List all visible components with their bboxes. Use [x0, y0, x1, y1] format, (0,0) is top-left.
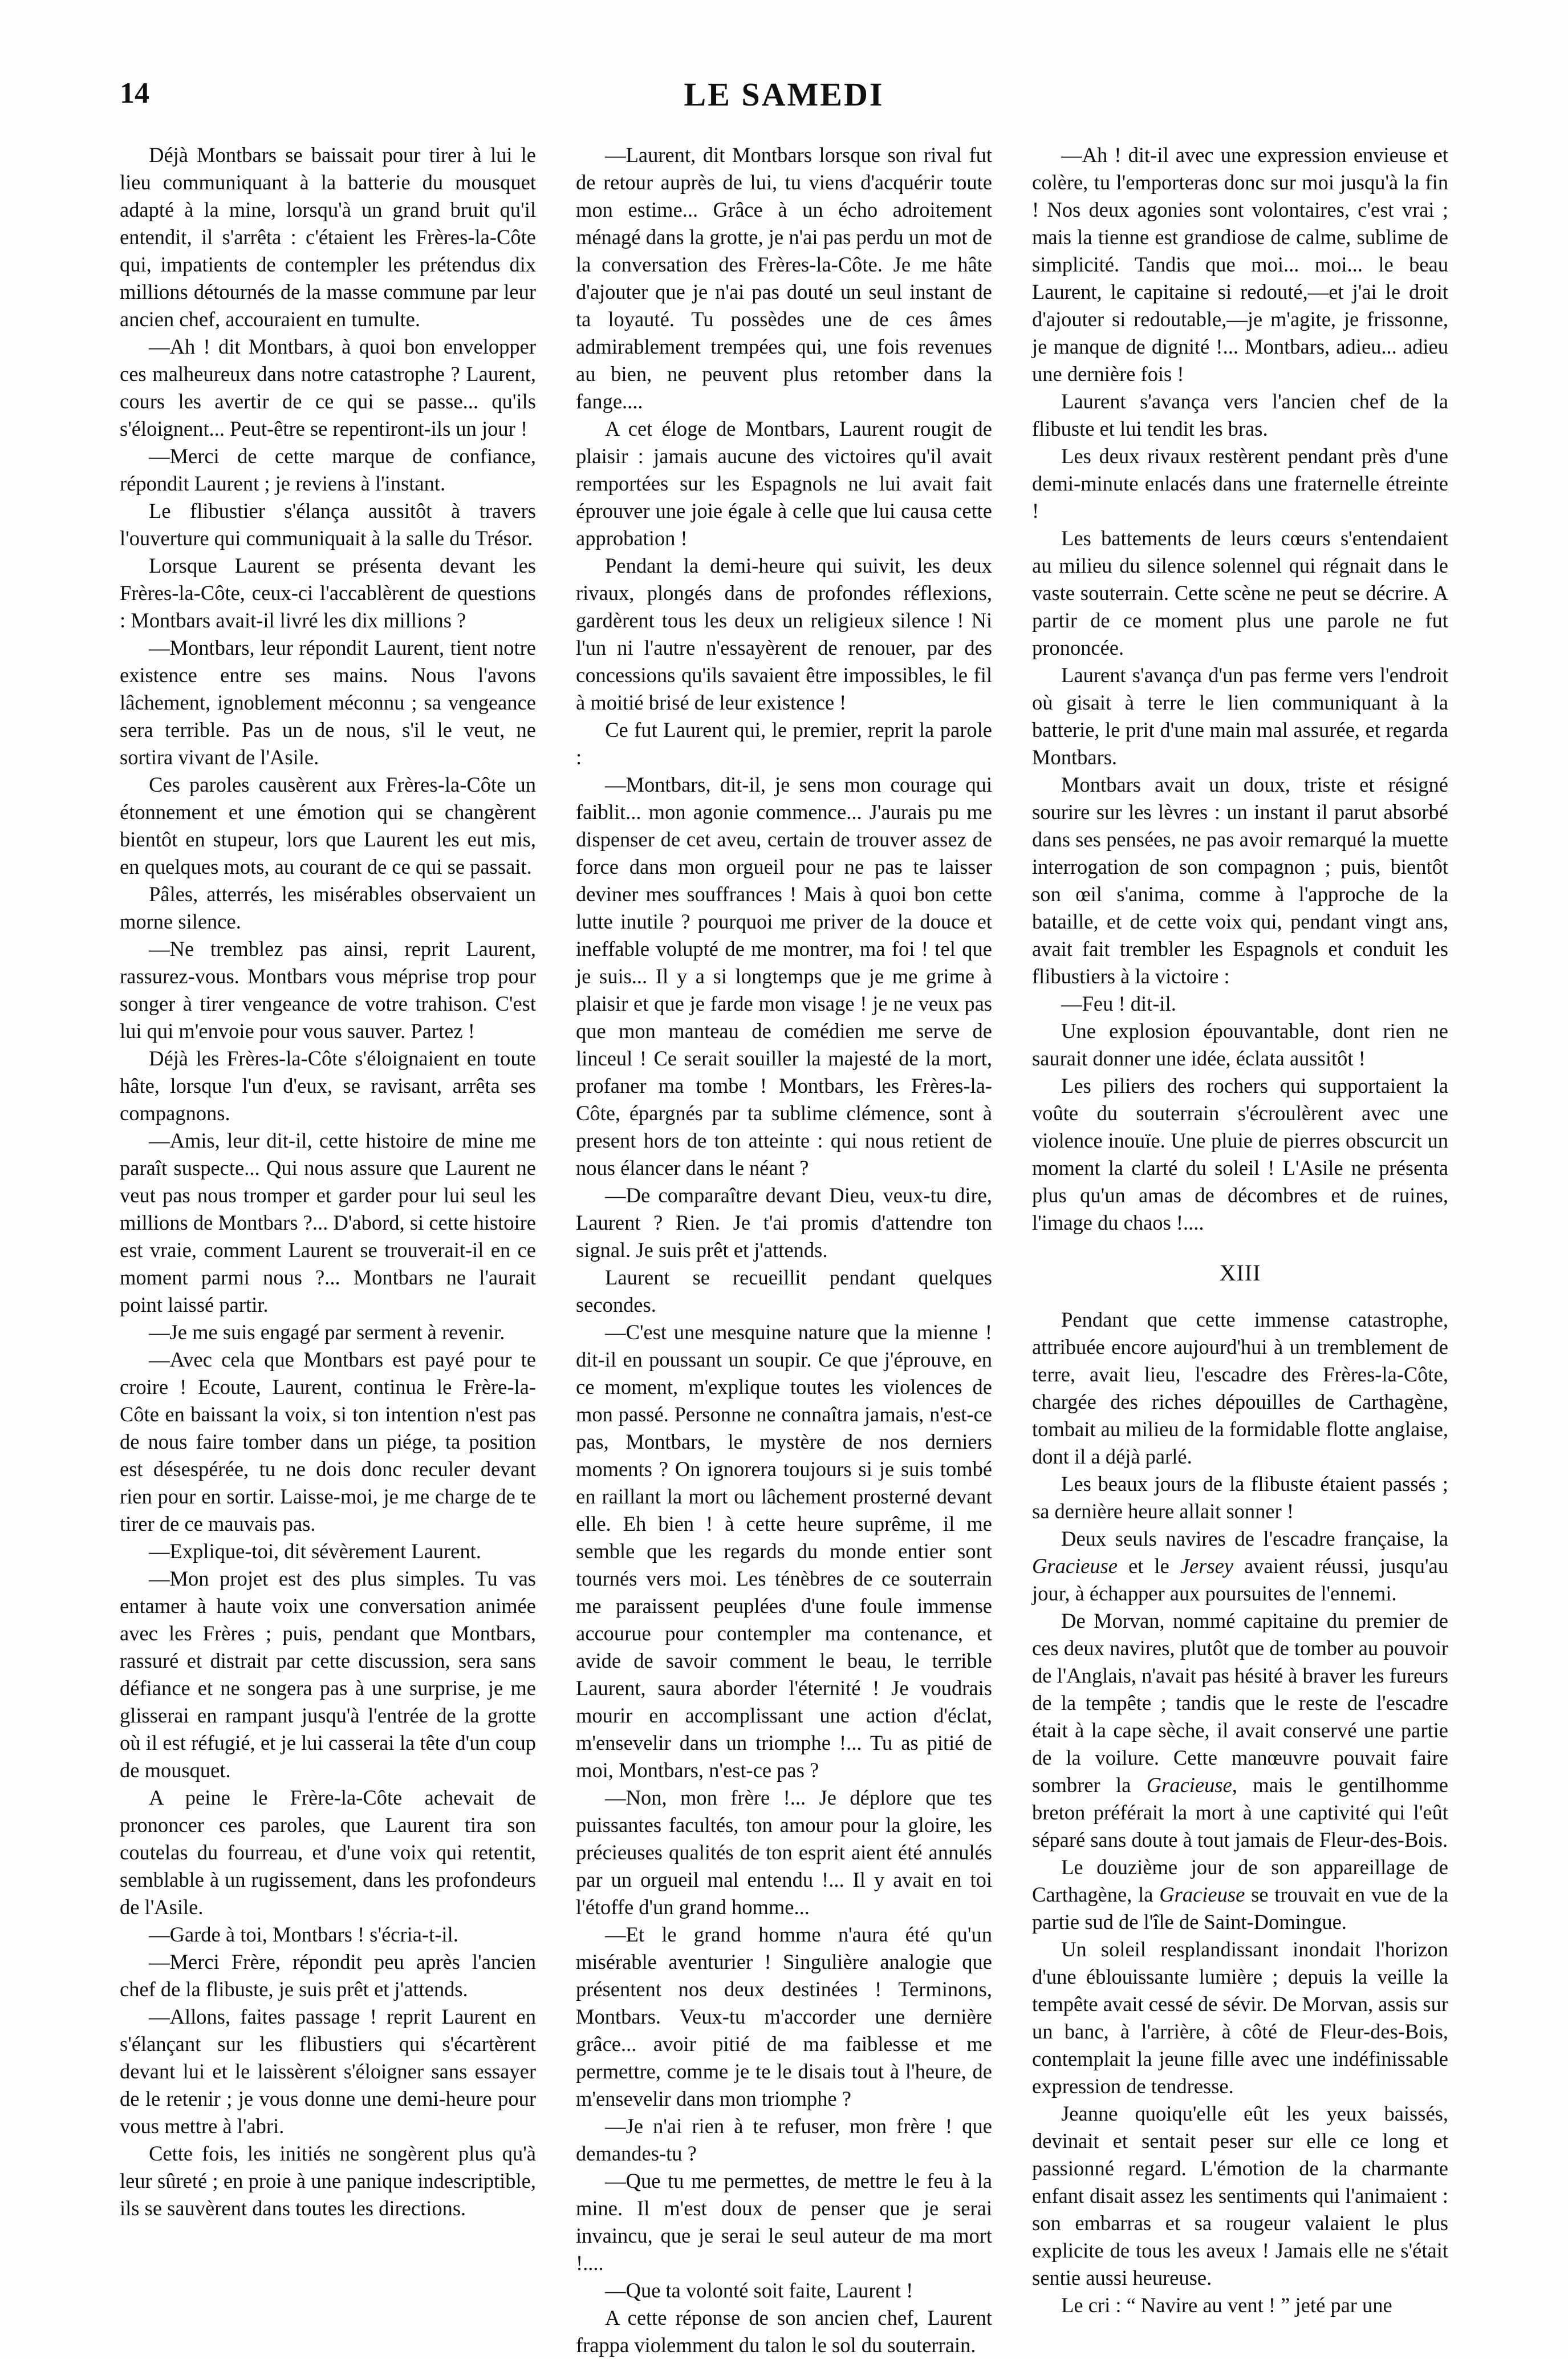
column-1-paragraph: —Amis, leur dit-il, cette histoire de mine me paraît suspecte... Qui nous assure que Laurent ne veut pas nous tromper et garder pour lui seul les millions de Montbars ?... D'abord, si cette histoire est vraie, comment Laurent se trouverait-il en ce moment parmi nous ?... Montbars ne l'aurait point laissé partir.: [120, 1129, 536, 1316]
column-3-paragraph: —Ah ! dit-il avec une expression envieuse et colère, tu l'emporteras donc sur moi jusqu'à la fin ! Nos deux agonies sont volontaires, c'est vrai ; mais la tienne est grandiose de calme, sublime de simplicité. Tandis que moi... moi... le beau Laurent, le capitaine si redouté,—et j'ai le droit d'ajouter si redoutable,—je m'agite, je frissonne, je manque de dignité !... Montbars, adieu... adieu une dernière fois !: [1032, 143, 1448, 386]
column-1-paragraph: Pâles, atterrés, les misérables observaient un morne silence.: [120, 882, 536, 933]
column-3-paragraph: Les piliers des rochers qui supportaient la voûte du souterrain s'écroulèrent avec une violence inouïe. Une pluie de pierres obscurcit un moment la clarté du soleil ! L'Asile ne présenta plus qu'un amas de décombres et de ruines, l'image du chaos !....: [1032, 1074, 1448, 1234]
section-paragraph: Les beaux jours de la flibuste étaient passés ; sa dernière heure allait sonner !: [1032, 1472, 1448, 1523]
section-paragraph: Le douzième jour de son appareillage de Carthagène, la Gracieuse se trouvait en vue de la partie sud de l'île de Saint-Domingue.: [1032, 1855, 1448, 1934]
column-2-paragraph: —Laurent, dit Montbars lorsque son rival fut de retour auprès de lui, tu viens d'acquérir toute mon estime... Grâce à un écho adroitement ménagé dans la grotte, je n'ai pas perdu un mot de la conversation des Frères-la-Côte. Je me hâte d'ajouter que je n'ai pas douté un seul instant de ta loyauté. Tu possèdes une de ces âmes admirablement trempées qui, une fois revenues au bien, ne peuvent plus retomber dans la fange....: [576, 143, 992, 413]
column-1-paragraph: Cette fois, les initiés ne songèrent plus qu'à leur sûreté ; en proie à une panique indescriptible, ils se sauvèrent dans toutes les directions.: [120, 2142, 536, 2220]
column-2-paragraph: —Et le grand homme n'aura été qu'un misérable aventurier ! Singulière analogie que présentent nos deux destinées ! Terminons, Montbars. Veux-tu m'accorder une dernière grâce... avoir pitié de ma faiblesse et me permettre, comme je te le disais tout à l'heure, de m'ensevelir dans mon triomphe ?: [576, 1923, 992, 2110]
column-2-paragraph: Pendant la demi-heure qui suivit, les deux rivaux, plongés dans de profondes réflexions, gardèrent tous les deux un religieux silence ! Ni l'un ni l'autre n'essayèrent de renouer, par des concessions qu'ils savaient être impossibles, le fil à moitié brisé de leur existence !: [576, 554, 992, 714]
column-1-paragraph: Déjà Montbars se baissait pour tirer à lui le lieu communiquant à la batterie du mousquet adapté à la mine, lorsqu'à un grand bruit qu'il entendit, il s'arrêta : c'étaient les Frères-la-Côte qui, impatients de contempler les prétendus dix millions détournés de la masse commune par leur ancien chef, accouraient en tumulte.: [120, 143, 536, 331]
section-paragraph: Jeanne quoiqu'elle eût les yeux baissés, devinait et sentait peser sur elle ce long et passionné regard. L'émotion de la charmante enfant disait assez les sentiments qui l'animaient : son embarras et sa rougeur valaient le plus explicite de tous les aveux ! Jamais elle ne s'était sentie aussi heureuse.: [1032, 2102, 1448, 2289]
column-1: [120, 141, 536, 2359]
column-1-paragraph: —Montbars, leur répondit Laurent, tient notre existence entre ses mains. Nous l'avons lâchement, ignoblement méconnu ; sa vengeance sera terrible. Pas un de nous, s'il le veut, ne sortira vivant de l'Asile.: [120, 636, 536, 769]
column-1-paragraph: —Explique-toi, dit sévèrement Laurent.: [149, 1539, 481, 1563]
column-1-paragraph: —Ne tremblez pas ainsi, reprit Laurent, rassurez-vous. Montbars vous méprise trop pour songer à tirer vengeance de votre trahison. C'est lui qui m'envoie pour vous sauver. Partez !: [120, 937, 536, 1043]
column-1-paragraph: Le flibustier s'élança aussitôt à travers l'ouverture qui communiquait à la salle du Trésor.: [120, 499, 536, 550]
section-paragraph: Un soleil resplandissant inondait l'horizon d'une éblouissante lumière ; depuis la veille la tempête avait cessé de sévir. De Morvan, assis sur un banc, à l'arrière, à côté de Fleur-des-Bois, contemplait la jeune fille avec une indéfinissable expression de tendresse.: [1032, 1938, 1448, 2098]
column-2-paragraph: —Que tu me permettes, de mettre le feu à la mine. Il m'est doux de penser que je serai invaincu, que je serai le seul auteur de ma mort !....: [576, 2169, 992, 2275]
column-2-paragraph: —Que ta volonté soit faite, Laurent !: [605, 2279, 913, 2302]
column-1-paragraph: Ces paroles causèrent aux Frères-la-Côte un étonnement et une émotion qui se changèrent bientôt en stupeur, lors que Laurent les eut mis, en quelques mots, au courant de ce qui se passait.: [120, 773, 536, 878]
section-paragraph: Pendant que cette immense catastrophe, attribuée encore aujourd'hui à un tremblement de terre, avait lieu, l'escadre des Frères-la-Côte, chargée des riches dépouilles de Carthagène, tombait au milieu de la formidable flotte anglaise, dont il a déjà parlé.: [1032, 1308, 1448, 1468]
column-1-paragraph: —Je me suis engagé par serment à revenir.: [149, 1320, 505, 1344]
column-2-paragraph: A cette réponse de son ancien chef, Laurent frappa violemment du talon le sol du souterrain.: [576, 2306, 992, 2357]
column-3-paragraph: Les battements de leurs cœurs s'entendaient au milieu du silence solennel qui régnait dans le vaste souterrain. Cette scène ne peut se décrire. A partir de ce moment plus une parole ne fut prononcée.: [1032, 526, 1448, 659]
column-1-paragraph: —Allons, faites passage ! reprit Laurent en s'élançant sur les flibustiers qui s'écartèrent devant lui et le laissèrent s'éloigner sans essayer de le retenir ; je vous donne une demi-heure pour vous mettre à l'abri.: [120, 2005, 536, 2138]
column-1-paragraph: —Merci Frère, répondit peu après l'ancien chef de la flibuste, je suis prêt et j'attends.: [120, 1950, 536, 2001]
column-2-paragraph: —Montbars, dit-il, je sens mon courage qui faiblit... mon agonie commence... J'aurais pu me dispenser de cet aveu, certain de trouver assez de force dans mon orgueil pour ne pas te laisser deviner mes souffrances ! Mais à quoi bon cette lutte inutile ? pourquoi me priver de la douce et ineffable volupté de me montrer, ma foi ! tel que je suis... Il y a si longtemps que je me grime à plaisir et que je farde mon visage ! je ne veux pas que mon manteau de comédien me serve de linceul ! Ce serait souiller la majesté de la mort, profaner ma tombe ! Montbars, les Frères-la-Côte, épargnés par ta sublime clémence, sont à present hors de ton atteinte : qui nous retient de nous élancer dans le néant ?: [576, 773, 992, 1180]
column-3-paragraph: Laurent s'avança d'un pas ferme vers l'endroit où gisait à terre le lien communiquant à la batterie, le prit d'une main mal assurée, et regarda Montbars.: [1032, 663, 1448, 769]
column-1-paragraph: —Garde à toi, Montbars ! s'écria-t-il.: [149, 1923, 458, 1946]
column-3-paragraph: Montbars avait un doux, triste et résigné sourire sur les lèvres : un instant il parut absorbé dans ses pensées, ne pas avoir remarqué la muette interrogation de son compagnon ; puis, bientôt son œil s'anima, comme à l'approche de la bataille, et de cette voix qui, pendant vingt ans, avait fait trembler les Espagnols et conduit les flibustiers à la victoire :: [1032, 773, 1448, 988]
column-3-paragraphs: [1032, 141, 1448, 1237]
column-1-paragraph: A peine le Frère-la-Côte achevait de prononcer ces paroles, que Laurent tira son coutelas du fourreau, et d'une voix qui retentit, semblable à un rugissement, dans les profondeurs de l'Asile.: [120, 1786, 536, 1919]
column-1-paragraph: —Ah ! dit Montbars, à quoi bon envelopper ces malheureux dans notre catastrophe ? Laurent, cours les avertir de ce qui se passe... qu'ils s'éloignent... Peut-être se repentiront-ils un jour !: [120, 335, 536, 440]
column-1-paragraph: —Mon projet est des plus simples. Tu vas entamer à haute voix une conversation animée avec les Frères ; puis, pendant que Montbars, rassuré et distrait par cette discussion, sera sans défiance et ne songera pas à une surprise, je me glisserai en rampant jusqu'à l'entrée de la grotte où il est réfugié, et je lui casserai la tête d'un coup de mousquet.: [120, 1567, 536, 1782]
column-2: [576, 141, 992, 2359]
column-1-paragraph: Déjà les Frères-la-Côte s'éloignaient en toute hâte, lorsque l'un d'eux, se ravisant, arrêta ses compagnons.: [120, 1047, 536, 1125]
page-number: 14: [120, 77, 149, 110]
column-1-paragraph: Lorsque Laurent se présenta devant les Frères-la-Côte, ceux-ci l'accablèrent de questions : Montbars avait-il livré les dix millions ?: [120, 554, 536, 632]
column-2-paragraph: —Je n'ai rien à te refuser, mon frère ! que demandes-tu ?: [576, 2114, 992, 2165]
section-paragraph: Deux seuls navires de l'escadre française, la Gracieuse et le Jersey avaient réussi, jusqu'au jour, à échapper aux poursuites de l'ennemi.: [1032, 1527, 1448, 1605]
page-header: [120, 68, 1448, 120]
column-3-paragraph: Laurent s'avança vers l'ancien chef de la flibuste et lui tendit les bras.: [1032, 390, 1448, 440]
column-3-paragraph: —Feu ! dit-il.: [1061, 992, 1176, 1015]
column-2-paragraph: Laurent se recueillit pendant quelques secondes.: [576, 1266, 992, 1316]
text-columns: [120, 141, 1448, 2359]
column-1-paragraph: —Merci de cette marque de confiance, répondit Laurent ; je reviens à l'instant.: [120, 444, 536, 495]
section-heading: XIII: [1219, 1260, 1261, 1286]
column-3: [1032, 141, 1448, 2359]
column-2-paragraph: —Non, mon frère !... Je déplore que tes puissantes facultés, ton amour pour la gloire, les précieuses qualités de ton esprit aient été annulés par un orgueil mal entendu !... Il y avait en toi l'étoffe d'un grand homme...: [576, 1786, 992, 1919]
section-paragraph: De Morvan, nommé capitaine du premier de ces deux navires, plutôt que de tomber au pouvoir de l'Anglais, n'avait pas hésité à braver les fureurs de la tempête ; tandis que le reste de l'escadre était à la cape sèche, il avait conservé une partie de la voilure. Cette manœuvre pouvait faire sombrer la Gracieuse, mais le gentilhomme breton préférait la mort à une captivité qui l'eût séparé sans doute à tout jamais de Fleur-des-Bois.: [1032, 1609, 1448, 1851]
journal-title: LE SAMEDI: [684, 75, 884, 113]
column-2-paragraph: Ce fut Laurent qui, le premier, reprit la parole :: [576, 718, 992, 769]
column-3-paragraph: Les deux rivaux restèrent pendant près d'une demi-minute enlacés dans une fraternelle étreinte !: [1032, 444, 1448, 522]
column-1-paragraph: —Avec cela que Montbars est payé pour te croire ! Ecoute, Laurent, continua le Frère-la-Côte en baissant la voix, si ton intention n'est pas de nous faire tomber dans un piége, ta position est désespérée, tu ne dois donc reculer devant rien pour en sortir. Laisse-moi, je me charge de te tirer de ce mauvais pas.: [120, 1348, 536, 1535]
column-2-paragraph: —De comparaître devant Dieu, veux-tu dire, Laurent ? Rien. Je t'ai promis d'attendre ton signal. Je suis prêt et j'attends.: [576, 1183, 992, 1262]
section-paragraph: Le cri : “ Navire au vent ! ” jeté par une: [1061, 2293, 1392, 2317]
column-2-paragraph: A cet éloge de Montbars, Laurent rougit de plaisir : jamais aucune des victoires qu'il avait remportées sur les Espagnols ne lui avait fait éprouver une joie égale à celle que lui causa cette approbation !: [576, 417, 992, 550]
column-2-paragraph: —C'est une mesquine nature que la mienne ! dit-il en poussant un soupir. Ce que j'éprouve, en ce moment, m'explique toutes les violences de mon passé. Personne ne connaîtra jamais, n'est-ce pas, Montbars, le mystère de nos derniers moments ? On ignorera toujours si je suis tombé en raillant la mort ou lâchement prosterné devant elle. Eh bien ! à cette heure suprême, il me semble que les regards du monde entier sont tournés vers moi. Les ténèbres de ce souterrain me paraissent peuplées d'une foule immense accourue pour contempler ma contenance, et avide de savoir comment le beau, le terrible Laurent, saura aborder l'éternité ! Je voudrais mourir en accomplissant une action d'éclat, m'ensevelir dans un triomphe !... Tu as pitié de moi, Montbars, n'est-ce pas ?: [576, 1320, 992, 1782]
column-3-paragraph: Une explosion épouvantable, dont rien ne saurait donner une idée, éclata aussitôt !: [1032, 1019, 1448, 1070]
column-3-section-paragraphs: [1032, 1306, 1448, 2319]
